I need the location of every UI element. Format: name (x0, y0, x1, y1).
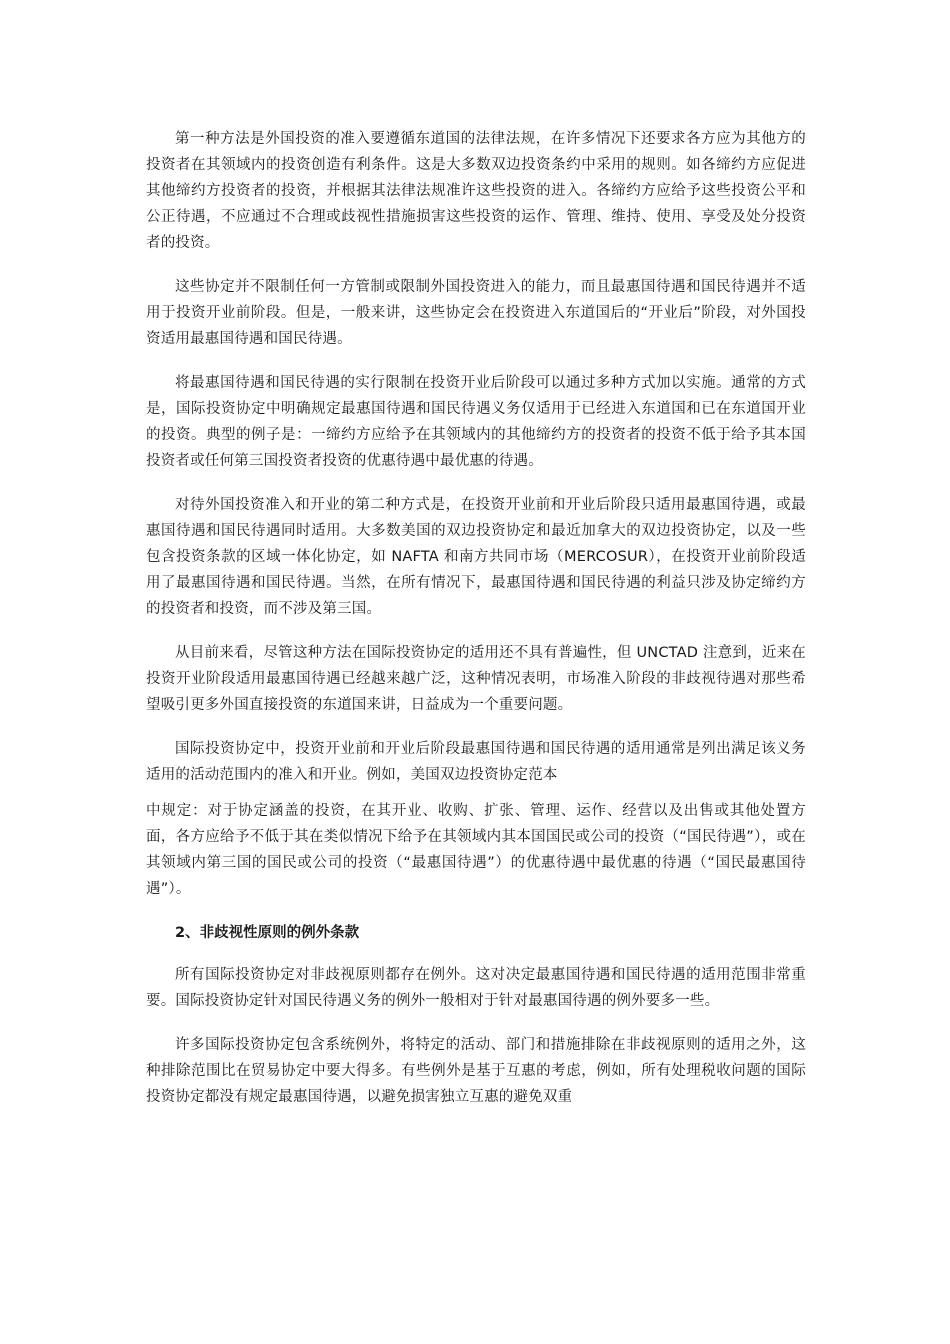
paragraph-us-bit-provision: 中规定：对于协定涵盖的投资，在其开业、收购、扩张、管理、运作、经营以及出售或其他处置方面，各方应给予不低于其在类似情况下给予在其领域内其本国国民或公司的投资（“国民待遇”），或在其领域内第三国的国民或公司的投资（“最惠国待遇”）的优惠待遇中最优惠的待遇（“国民最惠国待遇”）。 (146, 803, 806, 897)
document-body (146, 126, 806, 1110)
paragraph-first-method: 第一种方法是外国投资的准入要遵循东道国的法律法规，在许多情况下还要求各方应为其他方的投资者在其领域内的投资创造有利条件。这是大多数双边投资条约中采用的规则。如各缔约方应促进其他缔约方投资者的投资，并根据其法律法规准许这些投资的进入。各缔约方应给予这些投资公平和公正待遇，不应通过不合理或歧视性措施损害这些投资的运作、管理、维持、使用、享受及处分投资者的投资。 (146, 131, 806, 251)
paragraph-second-method: 对待外国投资准入和开业的第二种方式是，在投资开业前和开业后阶段只适用最惠国待遇，或最惠国待遇和国民待遇同时适用。大多数美国的双边投资协定和最近加拿大的双边投资协定，以及一些包含投资条款的区域一体化协定，如 NAFTA 和南方共同市场（MERCOSUR），在投资开业前阶段适用了最惠国待遇和国民待遇。当然，在所有情况下，最惠国待遇和国民待遇的利益只涉及协定缔约方的投资者和投资，而不涉及第三国。 (146, 497, 806, 617)
paragraph-system-exceptions: 许多国际投资协定包含系统例外，将特定的活动、部门和措施排除在非歧视原则的适用之外，这种排除范围比在贸易协定中要大得多。有些例外是基于互惠的考虑，例如，所有处理税收问题的国际投资协定都没有规定最惠国待遇，以避免损害独立互惠的避免双重 (146, 1037, 806, 1105)
paragraph-agreements-not-restrict: 这些协定并不限制任何一方管制或限制外国投资进入的能力，而且最惠国待遇和国民待遇并不适用于投资开业前阶段。但是，一般来讲，这些协定会在投资进入东道国后的“开业后”阶段，对外国投资适用最惠国待遇和国民待遇。 (146, 279, 806, 347)
paragraph-iia-scope: 国际投资协定中，投资开业前和开业后阶段最惠国待遇和国民待遇的适用通常是列出满足该义务适用的活动范围内的准入和开业。例如，美国双边投资协定范本 (146, 741, 806, 783)
paragraph-unctad-observation: 从目前来看，尽管这种方法在国际投资协定的适用还不具有普遍性，但 UNCTAD 注意到，近来在投资开业阶段适用最惠国待遇已经越来越广泛，这种情况表明，市场准入阶段的非歧视待遇对那些希望吸引更多外国直接投资的东道国来讲，日益成为一个重要问题。 (146, 645, 806, 713)
paragraph-restriction-post-establishment: 将最惠国待遇和国民待遇的实行限制在投资开业后阶段可以通过多种方式加以实施。通常的方式是，国际投资协定中明确规定最惠国待遇和国民待遇义务仅适用于已经进入东道国和已在东道国开业的投资。典型的例子是：一缔约方应给予在其领域内的其他缔约方的投资者的投资不低于给予其本国投资者或任何第三国投资者投资的优惠待遇中最优惠的待遇。 (146, 375, 806, 469)
section-heading-exceptions: 2、非歧视性原则的例外条款 (175, 925, 360, 941)
paragraph-exceptions-overview: 所有国际投资协定对非歧视原则都存在例外。这对决定最惠国待遇和国民待遇的适用范围非常重要。国际投资协定针对国民待遇义务的例外一般相对于针对最惠国待遇的例外要多一些。 (146, 967, 806, 1009)
